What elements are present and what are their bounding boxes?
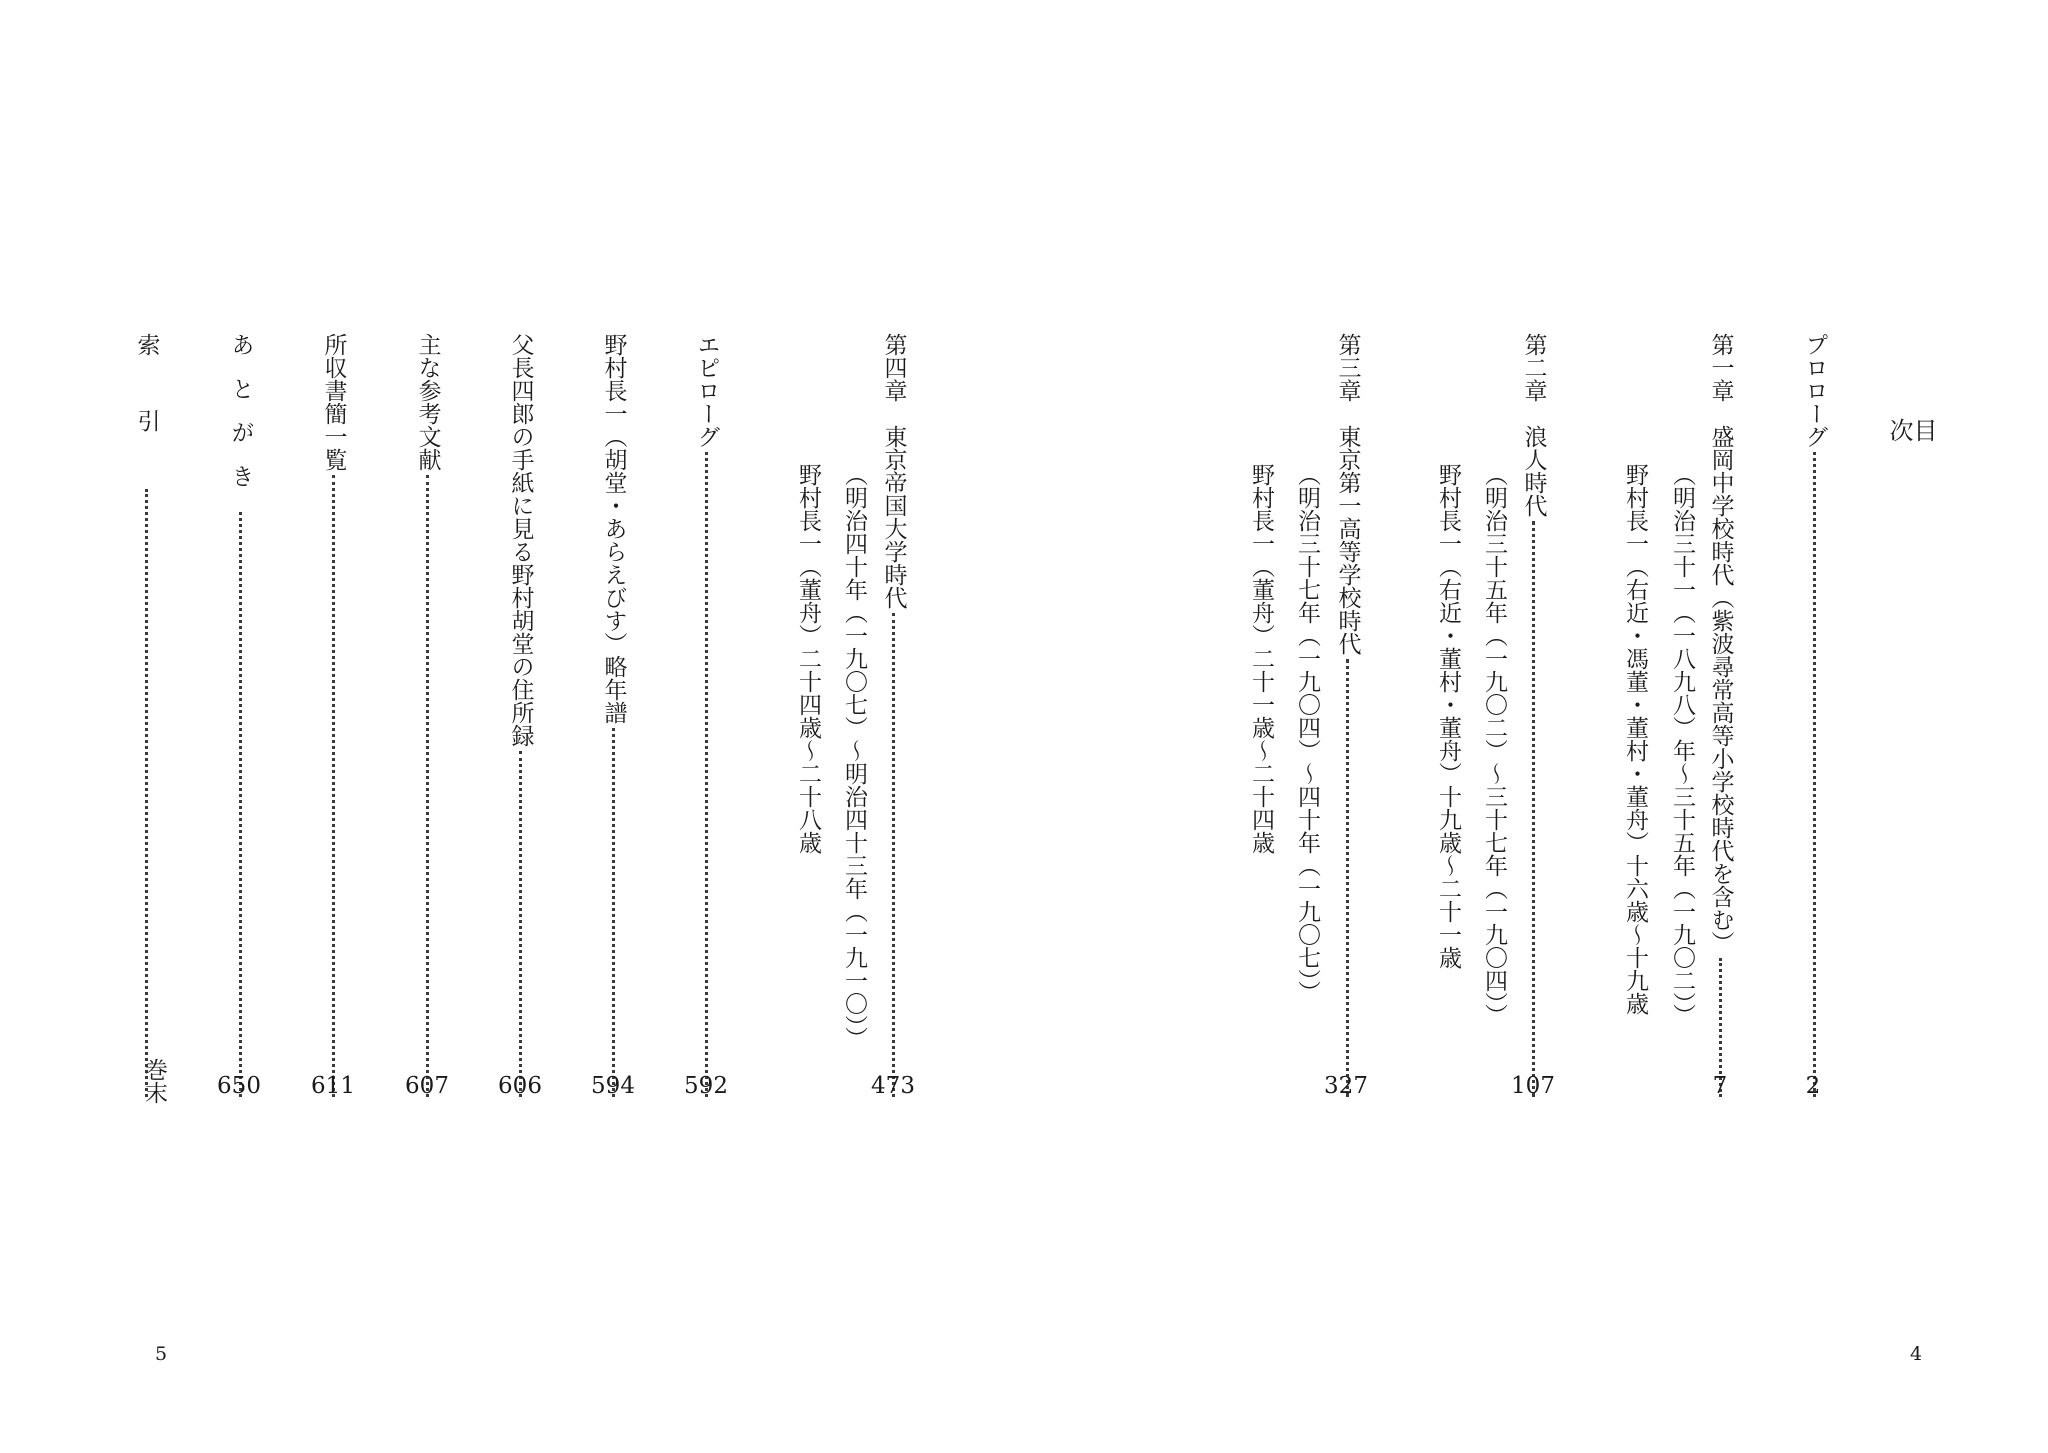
leader-dots	[239, 512, 242, 1097]
page-folio-right: 4	[1910, 1343, 1923, 1365]
entry-subtitle: （明治三十一（一八九八）年〜三十五年（一九〇二））	[1669, 463, 1695, 1027]
page-number: 327	[1324, 1073, 1368, 1099]
entry-title: 主な参考文献	[414, 333, 441, 471]
entry-title: 所収書簡一覧	[320, 333, 347, 471]
page-number: 606	[498, 1073, 542, 1099]
entry-title: エピローグ	[693, 333, 720, 448]
toc-entry-index[interactable]	[126, 333, 166, 1103]
page-number: 592	[684, 1073, 728, 1099]
entry-title: プロローグ	[1801, 333, 1828, 448]
page-number: 7	[1712, 1073, 1728, 1099]
entry-subtitle: 野村長一（董舟）二十一歳〜二十四歳	[1248, 463, 1274, 854]
toc-entry-chapter-1[interactable]	[1700, 333, 1740, 1103]
leader-dots	[1813, 452, 1816, 1097]
leader-dots	[519, 751, 522, 1097]
entry-subtitle: （明治四十年（一九〇七）〜明治四十三年（一九一〇））	[841, 463, 867, 1050]
entry-title: 父長四郎の手紙に見る野村胡堂の住所録	[507, 333, 534, 747]
toc-entry-chapter-2[interactable]	[1513, 333, 1553, 1103]
entry-title: 野村長一（胡堂・あらえびす）略年譜	[600, 333, 627, 724]
toc-entry-epilogue[interactable]	[686, 333, 726, 1103]
page-number: 107	[1511, 1073, 1555, 1099]
entry-title: 第三章 東京第一高等学校時代	[1334, 333, 1361, 655]
entry-subtitle: （明治三十五年（一九〇二）〜三十七年（一九〇四））	[1481, 463, 1507, 1027]
leader-dots	[1346, 659, 1349, 1097]
entry-subtitle: 野村長一（董舟）二十四歳〜二十八歳	[795, 463, 821, 854]
entry-subtitle: 野村長一（右近・馮董・董村・董舟）十六歳〜十九歳	[1622, 463, 1648, 1015]
page-number: 611	[311, 1073, 355, 1099]
page-number: 607	[405, 1073, 449, 1099]
leader-dots	[705, 452, 708, 1097]
page-number: 473	[871, 1073, 915, 1099]
toc-entry-chapter-4[interactable]	[873, 333, 913, 1103]
toc-entry-letters[interactable]	[313, 333, 353, 1103]
leader-dots	[332, 475, 335, 1097]
toc-heading: 目次	[1885, 418, 1937, 464]
entry-title: あとがき	[227, 333, 254, 508]
page-number: 巻末	[141, 1058, 167, 1104]
entry-title: 第一章 盛岡中学校時代（紫波尋常高等小学校時代を含む）	[1707, 333, 1734, 954]
toc-entry-prologue[interactable]	[1794, 333, 1834, 1103]
leader-dots	[892, 613, 895, 1097]
entry-title: 第二章 浪人時代	[1520, 333, 1547, 517]
entry-title: 第四章 東京帝国大学時代	[880, 333, 907, 609]
leader-dots	[145, 489, 148, 1097]
entry-title: 索引	[133, 333, 160, 485]
entry-subtitle: 野村長一（右近・董村・董舟）十九歳〜二十一歳	[1435, 463, 1461, 969]
toc-entry-chronology[interactable]	[593, 333, 633, 1103]
leader-dots	[612, 728, 615, 1097]
page-folio-left: 5	[155, 1343, 168, 1365]
page-number: 650	[217, 1073, 261, 1099]
leader-dots	[1532, 521, 1535, 1097]
toc-entry-afterword[interactable]	[220, 333, 260, 1103]
toc-entry-references[interactable]	[407, 333, 447, 1103]
toc-entry-chapter-3[interactable]	[1327, 333, 1367, 1103]
toc-entry-address-book[interactable]	[500, 333, 540, 1103]
page-number: 594	[591, 1073, 635, 1099]
entry-subtitle: （明治三十七年（一九〇四）〜四十年（一九〇七））	[1294, 463, 1320, 1004]
page-number: 2	[1805, 1073, 1821, 1099]
leader-dots	[426, 475, 429, 1097]
